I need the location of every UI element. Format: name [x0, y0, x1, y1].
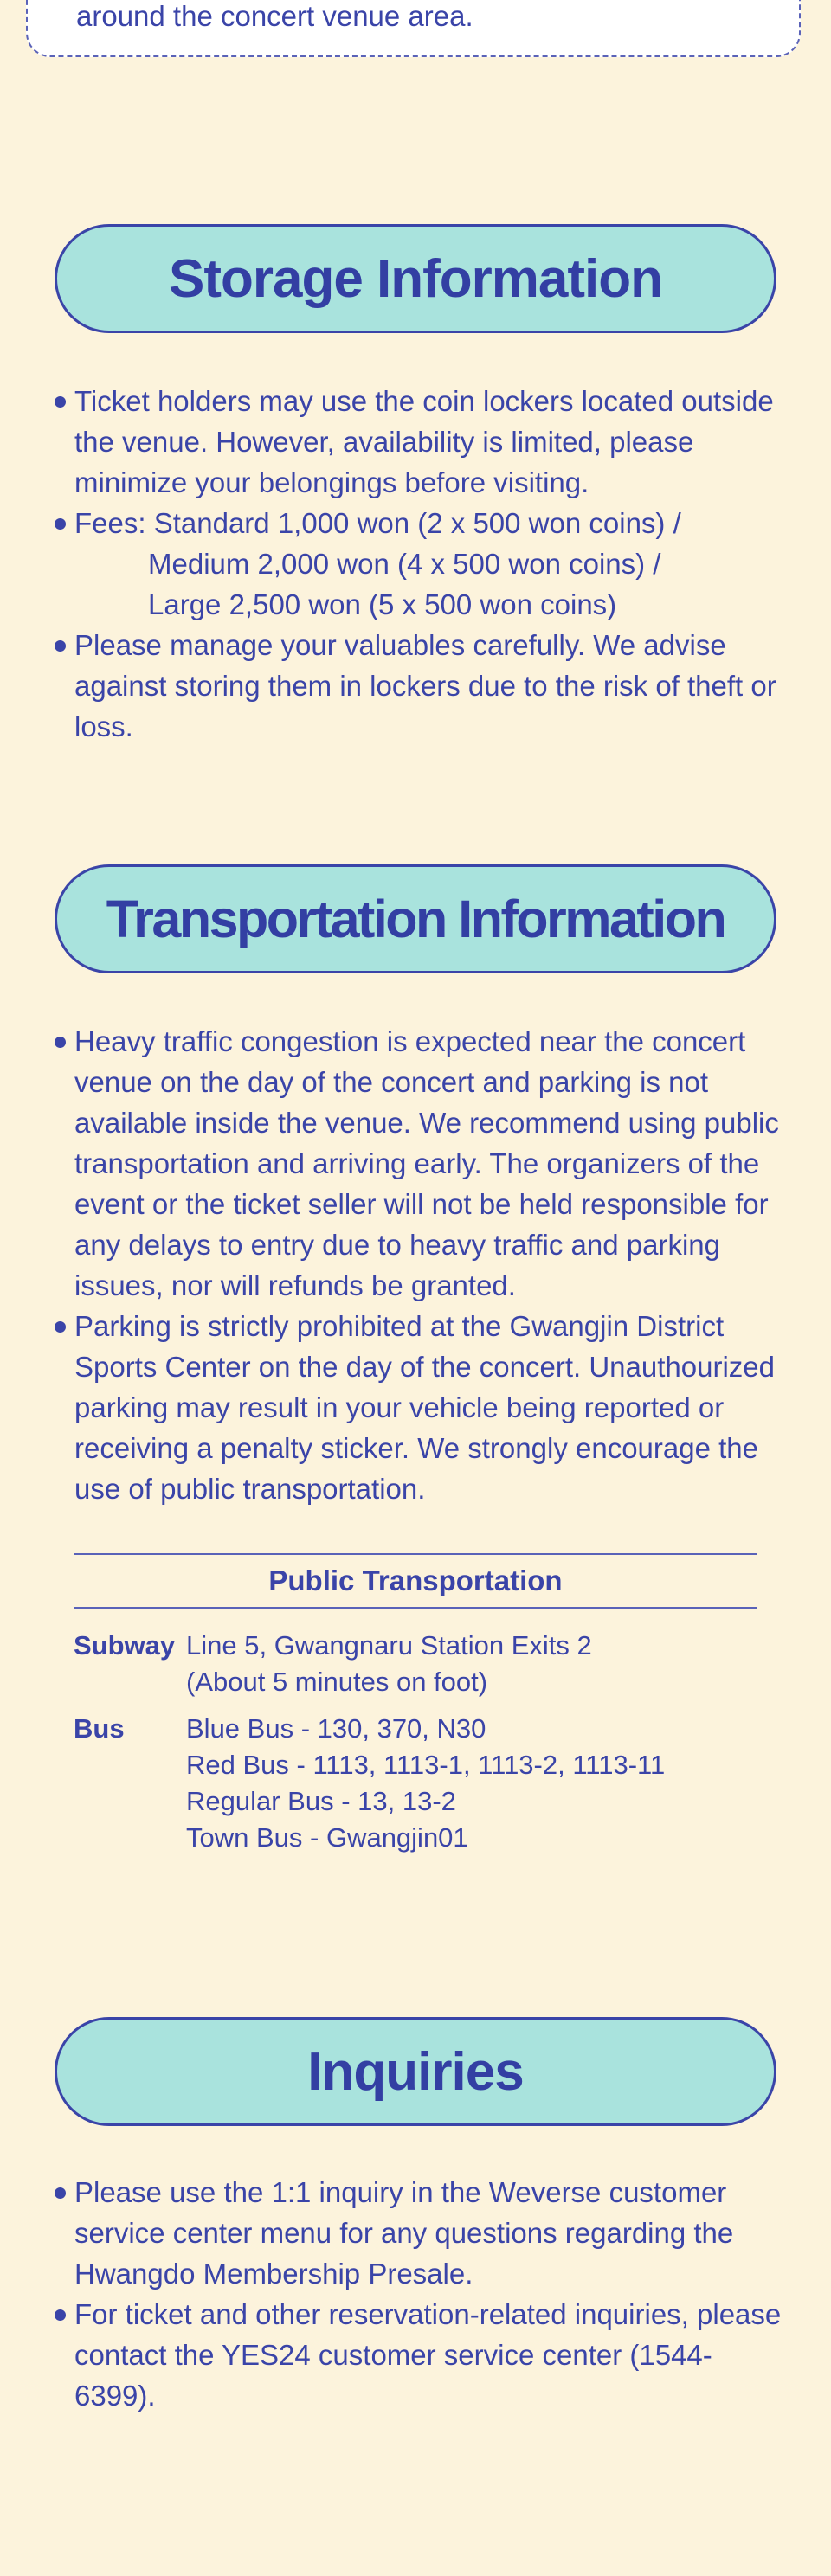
- storage-section-header: [55, 224, 776, 333]
- inquiries-item: For ticket and other reservation-related inquiries, please contact the YES24 customer service center (1544-6399).: [52, 2294, 788, 2416]
- public-transport-table: [74, 1553, 757, 1856]
- storage-list: [52, 381, 788, 747]
- inquiries-item: Please use the 1:1 inquiry in the Weverse customer service center menu for any questions regarding the Hwangdo Membership Presale.: [52, 2172, 788, 2294]
- bus-line: Regular Bus - 13, 13-2: [186, 1786, 456, 1816]
- storage-title: Storage Information: [168, 248, 663, 309]
- bus-line: Blue Bus - 130, 370, N30: [186, 1713, 486, 1744]
- intro-notice-box: [26, 0, 801, 57]
- bus-row: [74, 1711, 757, 1856]
- public-transport-header: Public Transportation: [74, 1553, 757, 1609]
- transport-item: Heavy traffic congestion is expected near the concert venue on the day of the concert and parking is not available inside the venue. We recommend using public transportation and arriving early. The organizers of the event or the ticket seller will not be held responsible for any delays to entry due to heavy traffic and parking issues, nor will refunds be granted.: [52, 1021, 788, 1306]
- subway-line: (About 5 minutes on foot): [186, 1667, 488, 1697]
- fees-label: Fees:: [74, 507, 146, 539]
- transport-title: Transportation Information: [106, 890, 725, 948]
- fee-large: Large 2,500 won (5 x 500 won coins): [148, 588, 617, 620]
- inquiries-section-header: [55, 2017, 776, 2126]
- bus-label: Bus: [74, 1713, 125, 1744]
- storage-item: Please manage your valuables carefully. We advise against storing them in lockers due to the risk of theft or loss.: [52, 625, 788, 747]
- storage-item: Ticket holders may use the coin lockers located outside the venue. However, availability is limited, please minimize your belongings before visiting.: [52, 381, 788, 503]
- transport-list: [52, 1021, 788, 1509]
- transport-item: Parking is strictly prohibited at the Gwangjin District Sports Center on the day of the concert. Unauthourized parking may result in your vehicle being reported or receiving a penalty sticker. We strongly encourage the use of public transportation.: [52, 1306, 788, 1509]
- storage-fees-item: [52, 503, 788, 625]
- bus-line: Red Bus - 1113, 1113-1, 1113-2, 1113-11: [186, 1750, 666, 1780]
- transport-section-header: [55, 864, 776, 973]
- fee-medium: Medium 2,000 won (4 x 500 won coins) /: [148, 548, 661, 580]
- bus-info: [186, 1711, 757, 1856]
- inquiries-title: Inquiries: [307, 2041, 524, 2102]
- fee-standard: Standard 1,000 won (2 x 500 won coins) /: [153, 507, 681, 539]
- subway-label: Subway: [74, 1630, 176, 1661]
- bus-line: Town Bus - Gwangjin01: [186, 1822, 468, 1853]
- intro-text: around the concert venue area.: [76, 0, 473, 32]
- subway-row: [74, 1628, 757, 1700]
- subway-line: Line 5, Gwangnaru Station Exits 2: [186, 1630, 592, 1661]
- inquiries-list: [52, 2172, 788, 2416]
- subway-info: [186, 1628, 757, 1700]
